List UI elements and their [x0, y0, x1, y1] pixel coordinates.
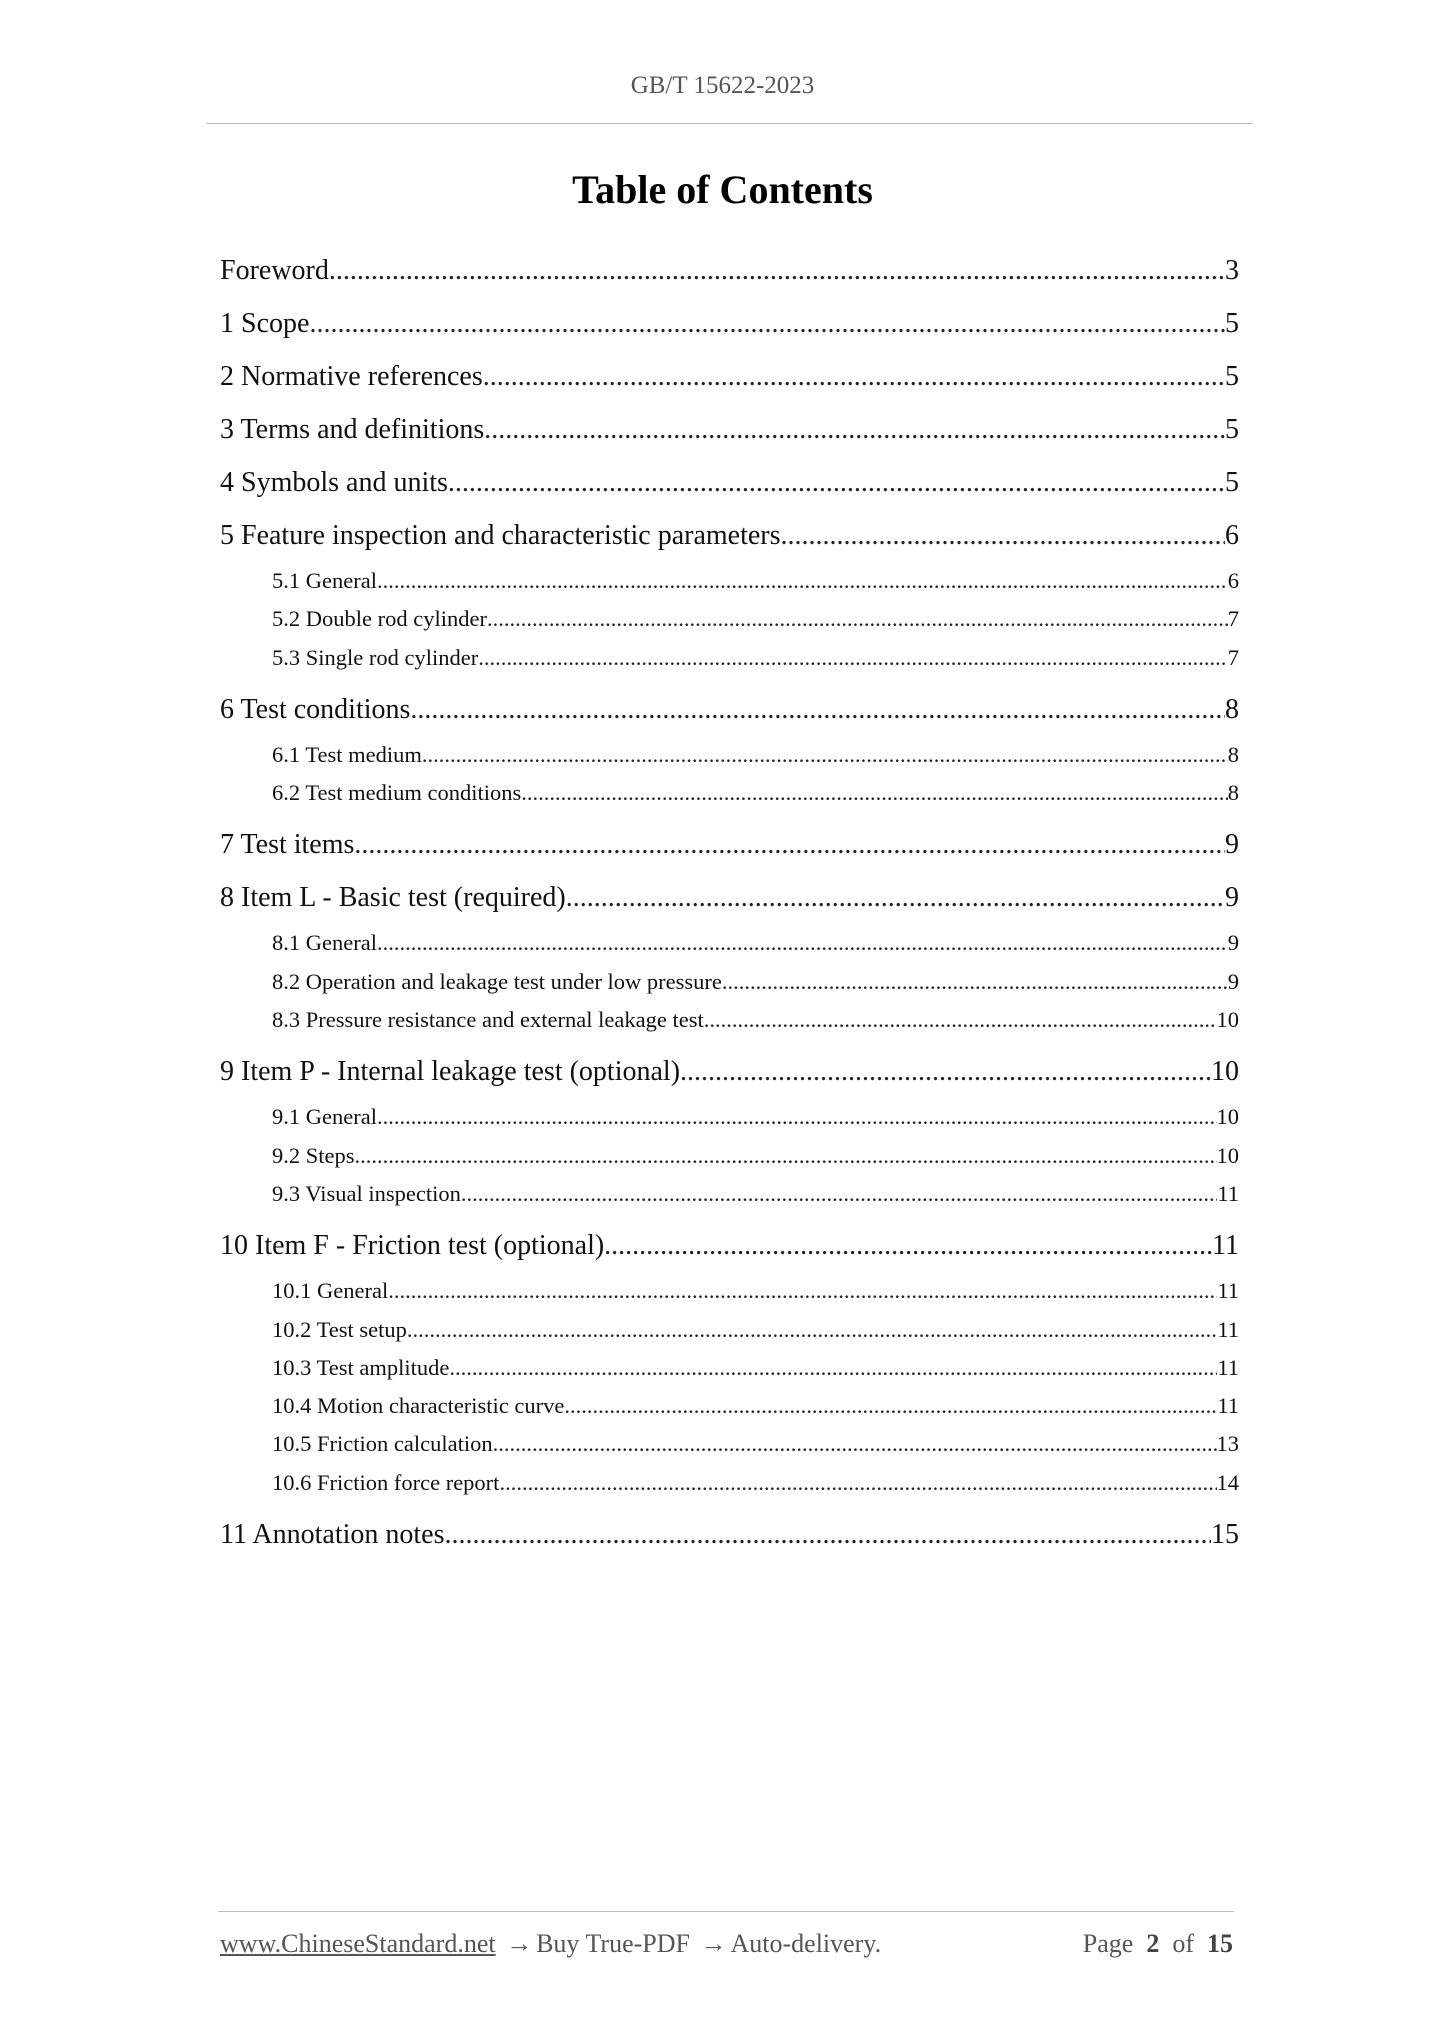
current-page-number: 2 [1146, 1929, 1160, 1958]
toc-subentry[interactable] [220, 1425, 1239, 1463]
dot-leader [604, 1219, 1212, 1272]
toc-entry-label: 1 Scope [220, 308, 310, 339]
toc-entry-page-number: 11 [1212, 1230, 1239, 1262]
table-of-contents [220, 244, 1239, 1561]
toc-entry-page-number: 11 [1217, 1316, 1239, 1342]
toc-entry-page-number: 13 [1216, 1431, 1239, 1457]
page-number-indicator [1083, 1929, 1233, 1959]
footer-divider [218, 1911, 1234, 1912]
toc-entry-label: 5 Feature inspection and characteristic parameters [220, 520, 781, 551]
toc-entry-page-number: 10 [1216, 1142, 1239, 1168]
dot-leader [377, 562, 1228, 600]
footer-promo [220, 1929, 881, 1959]
toc-entry[interactable] [220, 350, 1239, 403]
dot-leader [680, 1045, 1211, 1098]
toc-entry-label: 5.3 Single rod cylinder [272, 644, 479, 670]
toc-subentry[interactable] [220, 1175, 1239, 1213]
toc-entry-label: 4 Symbols and units [220, 467, 448, 498]
dot-leader [487, 600, 1228, 638]
toc-entry-page-number: 8 [1227, 741, 1239, 767]
toc-entry-label: 3 Terms and definitions [220, 414, 485, 445]
toc-entry-page-number: 9 [1227, 930, 1239, 956]
dot-leader [704, 1001, 1217, 1039]
toc-subentry[interactable] [220, 1349, 1239, 1387]
toc-entry-label: 9.3 Visual inspection [272, 1180, 461, 1206]
toc-entry-label: 10.3 Test amplitude [272, 1354, 450, 1380]
toc-entry-page-number: 11 [1217, 1354, 1239, 1380]
toc-entry-label: 6.2 Test medium conditions [272, 780, 522, 806]
toc-entry[interactable] [220, 683, 1239, 736]
dot-leader [410, 683, 1225, 736]
page-word: Page [1082, 1929, 1134, 1958]
toc-entry[interactable] [220, 403, 1239, 456]
toc-entry-label: 8.2 Operation and leakage test under low pressure [272, 968, 722, 994]
toc-entry-label: 10.1 General [272, 1278, 389, 1304]
dot-leader [445, 1508, 1211, 1561]
toc-subentry[interactable] [220, 639, 1239, 677]
toc-subentry[interactable] [220, 1387, 1239, 1425]
toc-entry-page-number: 8 [1225, 693, 1239, 725]
dot-leader [449, 1349, 1217, 1387]
toc-entry-page-number: 7 [1227, 644, 1239, 670]
toc-entry-page-number: 5 [1225, 414, 1239, 445]
toc-subentry[interactable] [220, 562, 1239, 600]
toc-entry-label: 9 Item P - Internal leakage test (optional) [220, 1056, 681, 1088]
page-title: Table of Contents [572, 167, 873, 212]
toc-entry-page-number: 3 [1225, 255, 1239, 286]
toc-entry-page-number: 14 [1216, 1469, 1239, 1495]
toc-subentry[interactable] [220, 1137, 1239, 1175]
toc-subentry[interactable] [220, 963, 1239, 1001]
page-footer [220, 1929, 1233, 1959]
toc-entry-page-number: 11 [1217, 1180, 1239, 1206]
toc-entry-label: 8.1 General [272, 930, 377, 956]
toc-entry-page-number: 8 [1227, 780, 1239, 806]
dot-leader [355, 1137, 1217, 1175]
toc-entry-label: 6 Test conditions [220, 693, 411, 725]
dot-leader [329, 244, 1225, 297]
header-divider [206, 123, 1253, 124]
toc-entry-label: 10 Item F - Friction test (optional) [220, 1230, 605, 1262]
dot-leader [566, 871, 1225, 924]
toc-entry-label: 8.3 Pressure resistance and external leakage test [272, 1007, 704, 1033]
dot-leader [377, 924, 1228, 962]
website-link[interactable]: www.ChineseStandard.net [220, 1929, 496, 1958]
toc-subentry[interactable] [220, 1001, 1239, 1039]
dot-leader [484, 403, 1225, 456]
toc-entry-label: 9.2 Steps [272, 1142, 355, 1168]
toc-entry-page-number: 5 [1225, 467, 1239, 498]
toc-entry-page-number: 10 [1216, 1007, 1239, 1033]
toc-subentry[interactable] [220, 924, 1239, 962]
toc-entry-label: 10.4 Motion characteristic curve [272, 1393, 565, 1419]
dot-leader [564, 1387, 1217, 1425]
dot-leader [377, 1098, 1217, 1136]
toc-entry[interactable] [220, 1045, 1239, 1098]
toc-entry[interactable] [220, 456, 1239, 509]
toc-entry-label: 2 Normative references [220, 361, 483, 392]
dot-leader [407, 1311, 1217, 1349]
dot-leader [781, 509, 1225, 562]
toc-entry-page-number: 11 [1217, 1393, 1239, 1419]
toc-entry-page-number: 9 [1225, 882, 1239, 914]
toc-entry[interactable] [220, 1219, 1239, 1272]
toc-entry-page-number: 6 [1225, 520, 1239, 551]
toc-entry-page-number: 15 [1211, 1519, 1239, 1551]
dot-leader [521, 774, 1228, 812]
dot-leader [499, 1464, 1216, 1502]
toc-entry-label: Foreword [220, 255, 329, 286]
toc-subentry[interactable] [220, 1311, 1239, 1349]
of-word: of [1172, 1929, 1194, 1958]
dot-leader [483, 350, 1225, 403]
toc-entry[interactable] [220, 297, 1239, 350]
document-id-header: GB/T 15622-2023 [630, 72, 815, 99]
toc-entry[interactable] [220, 509, 1239, 562]
dot-leader [493, 1425, 1217, 1463]
dot-leader [448, 456, 1225, 509]
dot-leader [309, 297, 1225, 350]
dot-leader [461, 1175, 1217, 1213]
toc-entry-label: 10.5 Friction calculation [272, 1431, 493, 1457]
toc-entry-page-number: 9 [1227, 968, 1239, 994]
right-arrow-icon: → [700, 1929, 727, 1958]
toc-subentry[interactable] [220, 1464, 1239, 1502]
total-page-count: 15 [1207, 1929, 1233, 1958]
toc-subentry[interactable] [220, 1272, 1239, 1310]
dot-leader [722, 963, 1228, 1001]
toc-entry-page-number: 10 [1211, 1056, 1239, 1088]
buy-true-pdf-text: Buy True-PDF [536, 1929, 690, 1958]
toc-entry-label: 7 Test items [220, 829, 355, 861]
toc-entry-label: 10.6 Friction force report [272, 1469, 500, 1495]
toc-entry-page-number: 5 [1225, 308, 1239, 339]
toc-entry-label: 11 Annotation notes [220, 1519, 445, 1551]
toc-entry-page-number: 6 [1227, 568, 1239, 593]
toc-entry[interactable] [220, 871, 1239, 924]
right-arrow-icon: → [506, 1929, 533, 1958]
auto-delivery-text: Auto-delivery. [730, 1929, 882, 1958]
dot-leader [422, 736, 1228, 774]
toc-subentry[interactable] [220, 1098, 1239, 1136]
toc-entry-label: 10.2 Test setup [272, 1316, 407, 1342]
toc-entry-label: 5.2 Double rod cylinder [272, 606, 487, 632]
toc-subentry[interactable] [220, 736, 1239, 774]
dot-leader [478, 639, 1228, 677]
toc-entry-label: 5.1 General [272, 568, 377, 593]
toc-entry[interactable] [220, 244, 1239, 297]
toc-subentry[interactable] [220, 600, 1239, 638]
dot-leader [354, 818, 1225, 871]
toc-entry-label: 9.1 General [272, 1104, 377, 1130]
toc-subentry[interactable] [220, 774, 1239, 812]
toc-entry[interactable] [220, 818, 1239, 871]
toc-entry-page-number: 7 [1227, 606, 1239, 632]
toc-entry-page-number: 5 [1225, 361, 1239, 392]
toc-entry-label: 8 Item L - Basic test (required) [220, 882, 566, 914]
toc-entry-page-number: 10 [1216, 1104, 1239, 1130]
toc-entry-page-number: 11 [1217, 1278, 1239, 1304]
dot-leader [388, 1272, 1217, 1310]
toc-entry-page-number: 9 [1225, 829, 1239, 861]
toc-entry-label: 6.1 Test medium [272, 741, 422, 767]
toc-entry[interactable] [220, 1508, 1239, 1561]
